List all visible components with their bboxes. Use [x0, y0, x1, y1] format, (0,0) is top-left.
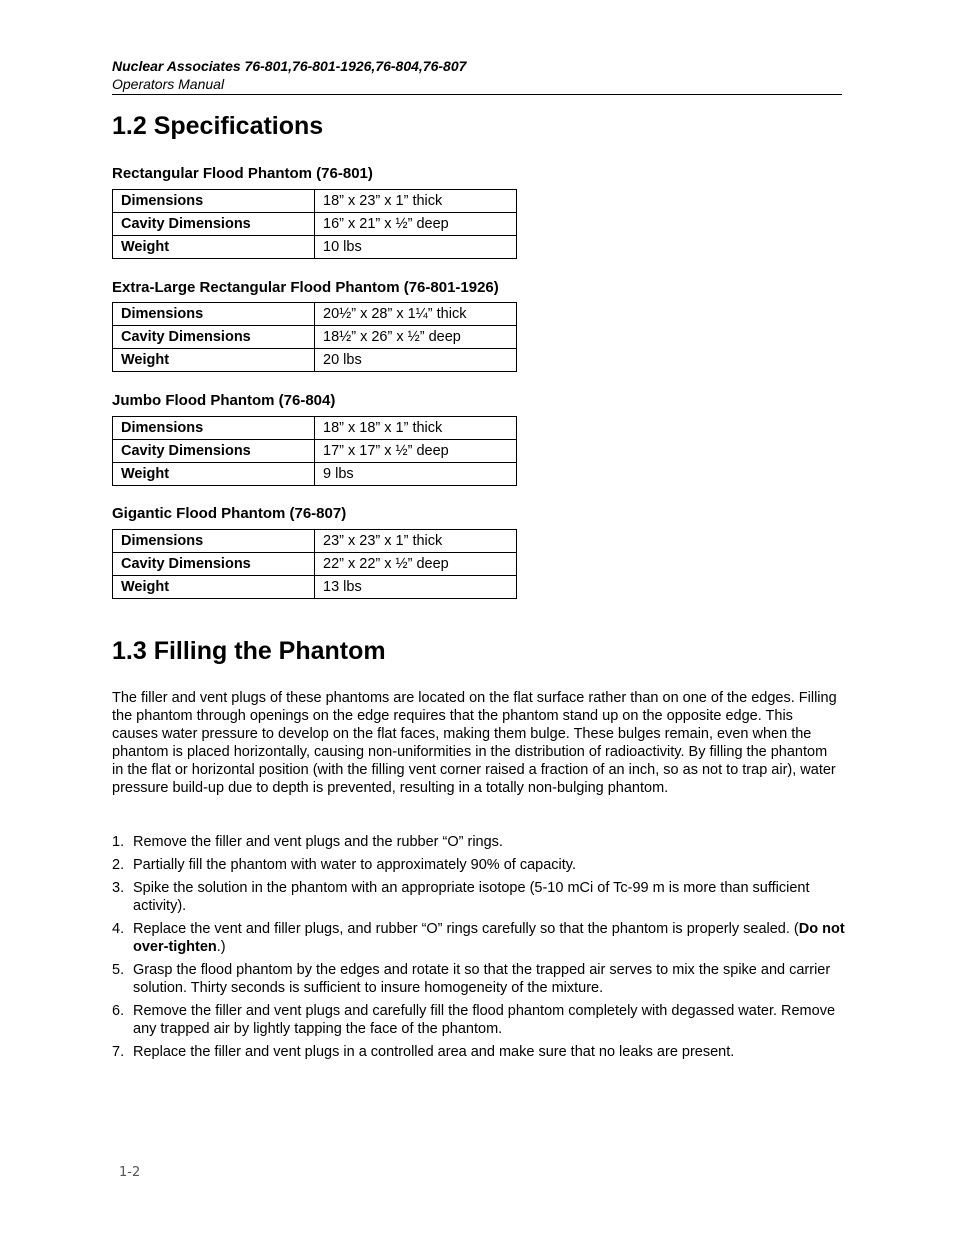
spec-table-jumbo [112, 416, 517, 486]
list-item [112, 833, 847, 851]
page-number: 1-2 [119, 1165, 141, 1180]
table-row [113, 349, 517, 372]
running-header [112, 57, 842, 95]
spec-table-gigantic [112, 529, 517, 599]
spec-table-extra-large [112, 302, 517, 372]
row-value: 13 lbs [315, 576, 517, 599]
section-filling-heading: 1.3 Filling the Phantom [112, 637, 386, 665]
list-item [112, 879, 847, 915]
row-value: 16” x 21” x ½” deep [315, 213, 517, 236]
step-number: 4. [112, 921, 125, 937]
step-warning-bold: Do not over-tighten [133, 921, 845, 955]
section-specifications-heading: 1.2 Specifications [112, 112, 324, 140]
filling-intro-paragraph: The filler and vent plugs of these phantoms are located on the flat surface rather than on one of the edges. Filling the phantom through openings on the edge requires that the phantom stand up on the opposite edge. This causes water pressure to develop on the flat faces, making them bulge. These bulges remain, even when the phantom is placed horizontally, causing non-uniformities in the distribution of radioactivity. By filling the phantom in the flat or horizontal position (with the filling vent corner raised a fraction of an inch, so as not to trap air), water pressure build-up due to depth is prevented, resulting in a totally non-bulging phantom. [112, 690, 837, 796]
step-number: 7. [112, 1044, 125, 1060]
list-item [112, 920, 847, 956]
row-label: Cavity Dimensions [113, 326, 315, 349]
row-label: Weight [113, 463, 315, 486]
table-title-rectangular: Rectangular Flood Phantom (76-801) [112, 165, 373, 182]
table-title-jumbo: Jumbo Flood Phantom (76-804) [112, 392, 336, 409]
row-value: 17” x 17” x ½” deep [315, 440, 517, 463]
list-item [112, 856, 847, 874]
step-text: Remove the filler and vent plugs and the rubber “O” rings. [133, 834, 503, 850]
row-label: Dimensions [113, 190, 315, 213]
table-row [113, 530, 517, 553]
row-value: 18” x 23” x 1” thick [315, 190, 517, 213]
header-product-title: Nuclear Associates 76-801,76-801-1926,76-804,76-807 [112, 58, 467, 74]
row-value: 20½” x 28” x 1¼” thick [315, 303, 517, 326]
filling-steps-list [112, 833, 847, 1066]
step-number: 2. [112, 857, 125, 873]
header-manual-title: Operators Manual [112, 76, 225, 92]
table-row [113, 190, 517, 213]
step-number: 6. [112, 1003, 125, 1019]
step-text: Remove the filler and vent plugs and carefully fill the flood phantom completely with degassed water. Remove any trapped air by lightly tapping the face of the phantom. [133, 1003, 836, 1037]
spec-table-rectangular [112, 189, 517, 259]
row-label: Cavity Dimensions [113, 553, 315, 576]
table-row [113, 440, 517, 463]
table-row [113, 463, 517, 486]
row-label: Weight [113, 349, 315, 372]
step-text: Partially fill the phantom with water to approximately 90% of capacity. [133, 857, 576, 873]
row-label: Weight [113, 576, 315, 599]
step-text: Replace the filler and vent plugs in a controlled area and make sure that no leaks are present. [133, 1044, 735, 1060]
row-value: 9 lbs [315, 463, 517, 486]
table-row [113, 236, 517, 259]
row-label: Dimensions [113, 303, 315, 326]
row-value: 10 lbs [315, 236, 517, 259]
row-label: Dimensions [113, 530, 315, 553]
step-number: 3. [112, 880, 125, 896]
step-text: Spike the solution in the phantom with an appropriate isotope (5-10 mCi of Tc-99 m is more than sufficient activity). [133, 880, 810, 914]
table-title-extra-large: Extra-Large Rectangular Flood Phantom (76-801-1926) [112, 279, 499, 296]
row-value: 23” x 23” x 1” thick [315, 530, 517, 553]
row-value: 18” x 18” x 1” thick [315, 417, 517, 440]
row-value: 20 lbs [315, 349, 517, 372]
table-row [113, 417, 517, 440]
row-value: 18½” x 26” x ½” deep [315, 326, 517, 349]
list-item [112, 1043, 847, 1061]
row-label: Weight [113, 236, 315, 259]
row-value: 22” x 22” x ½” deep [315, 553, 517, 576]
step-text: Replace the vent and filler plugs, and rubber “O” rings carefully so that the phantom is properly sealed. ( [133, 921, 799, 937]
step-text-tail: .) [216, 939, 226, 955]
list-item [112, 961, 847, 997]
table-row [113, 303, 517, 326]
step-number: 1. [112, 834, 125, 850]
row-label: Cavity Dimensions [113, 213, 315, 236]
list-item [112, 1002, 847, 1038]
step-text: Grasp the flood phantom by the edges and rotate it so that the trapped air serves to mix the spike and carrier solution. Thirty seconds is sufficient to insure homogeneity of the mixture. [133, 962, 831, 996]
step-number: 5. [112, 962, 125, 978]
table-title-gigantic: Gigantic Flood Phantom (76-807) [112, 505, 347, 522]
table-row [113, 553, 517, 576]
table-row [113, 576, 517, 599]
table-row [113, 213, 517, 236]
table-row [113, 326, 517, 349]
row-label: Cavity Dimensions [113, 440, 315, 463]
row-label: Dimensions [113, 417, 315, 440]
